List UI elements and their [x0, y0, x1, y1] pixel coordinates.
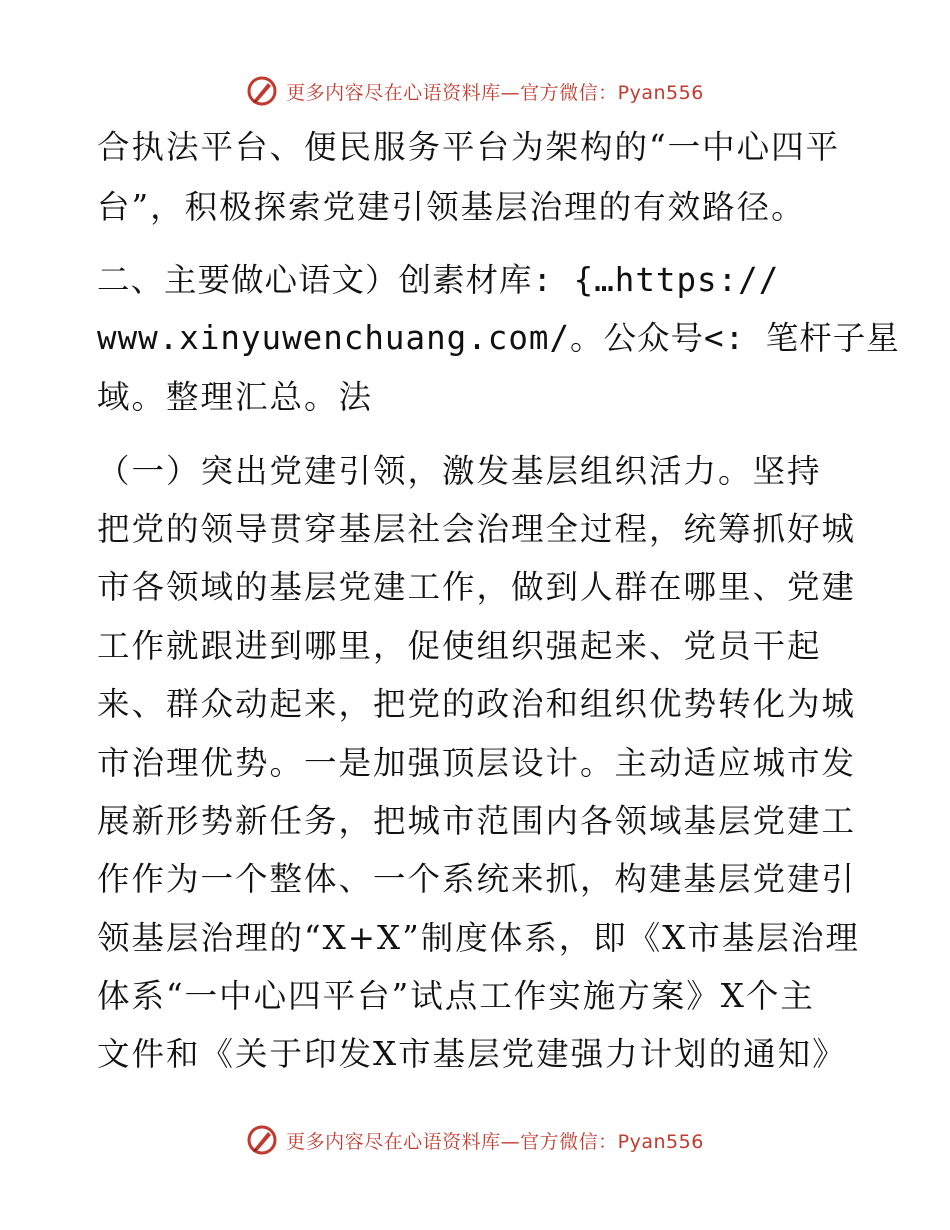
quill-pen-logo-icon [246, 1124, 278, 1156]
paragraph-3-line-11: 文件和《关于印发X市基层党建强力计划的通知》 [97, 1035, 847, 1073]
section-heading-line-1: 二、主要做心语文）创素材库: {…https:// [97, 261, 780, 299]
section-heading-line-3: 域。整理汇总。法 [97, 378, 374, 416]
paragraph-3-line-5: 来、群众动起来，把党的政治和组织优势转化为城 [97, 685, 857, 723]
paragraph-3-line-8: 作作为一个整体、一个系统来抓，构建基层党建引 [97, 860, 857, 898]
paragraph-1-line-2: 台”，积极探索党建引领基层治理的有效路径。 [97, 188, 806, 226]
paragraph-3-line-3: 市各领域的基层党建工作，做到人群在哪里、党建 [97, 568, 857, 606]
paragraph-3-line-9: 领基层治理的“X+X”制度体系，即《X市基层治理 [97, 919, 860, 957]
paragraph-3-line-4: 工作就跟进到哪里，促使组织强起来、党员干起 [97, 627, 822, 665]
footer-watermark-banner [0, 1120, 950, 1160]
paragraph-1-line-1: 合执法平台、便民服务平台为架构的“一中心四平 [97, 128, 841, 166]
header-watermark-text: 更多内容尽在心语资料库—官方微信：Pyan556 [286, 81, 704, 104]
paragraph-3-line-2: 把党的领导贯穿基层社会治理全过程，统筹抓好城 [97, 510, 857, 548]
paragraph-3-line-7: 展新形势新任务，把城市范围内各领域基层党建工 [97, 802, 857, 840]
paragraph-3-line-10: 体系“一中心四平台”试点工作实施方案》X个主 [97, 977, 815, 1015]
paragraph-3-line-6: 市治理优势。一是加强顶层设计。主动适应城市发 [97, 744, 857, 782]
paragraph-3-line-1: （一）突出党建引领，激发基层组织活力。坚持 [97, 452, 822, 490]
footer-watermark-text: 更多内容尽在心语资料库—官方微信：Pyan556 [286, 1130, 704, 1153]
section-heading-line-2: www.xinyuwenchuang.com/。公众号<: 笔杆子星 [97, 319, 900, 357]
